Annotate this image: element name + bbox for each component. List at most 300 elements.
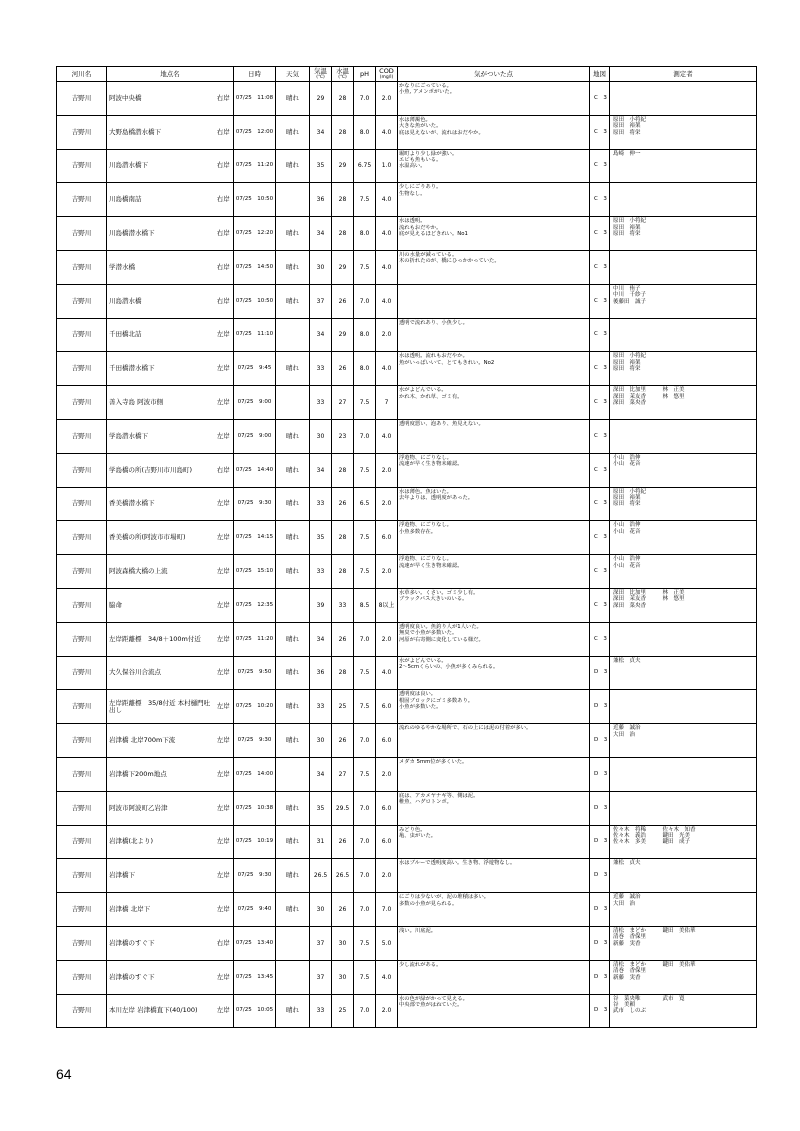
measurers-cell (610, 284, 757, 318)
map-cell: C 3 (590, 318, 610, 352)
ph-cell: 7.5 (354, 183, 376, 217)
water-temp-cell: 28 (332, 82, 354, 116)
measurer-line: 中川 侑子 (613, 285, 641, 292)
table-row (57, 487, 757, 521)
ph-cell: 7.5 (354, 960, 376, 994)
measurer-line: 佐々木 義浩 鍵田 光美 (613, 832, 691, 839)
cod-cell: 1.0 (376, 149, 398, 183)
cod-cell: 4.0 (376, 419, 398, 453)
weather-cell: 晴れ (276, 622, 310, 656)
location-cell: 川島潜水橋下 (107, 149, 214, 183)
header-measurers: 測定者 (610, 67, 757, 82)
measurer-line: 深田 比加里 林 正美 (613, 387, 685, 394)
weather-cell (276, 960, 310, 994)
observation-line: 小魚, アメンボがいた。 (399, 89, 456, 96)
weather-cell: 晴れ (276, 656, 310, 690)
location-cell: 左岸距離標 35/8付近 本村樋門吐出し (107, 690, 214, 724)
weather-cell (276, 318, 310, 352)
water-temp-cell: 28 (332, 217, 354, 251)
river-cell: 吉野川 (57, 588, 107, 622)
measurers-cell (610, 893, 757, 927)
air-temp-cell: 34 (310, 757, 332, 791)
measurer-line: 清巻 香保里 (613, 934, 647, 941)
ph-cell: 7.5 (354, 690, 376, 724)
measurer-line: 清松 まどか 鍵田 美佑華 (613, 961, 696, 968)
table-row (57, 622, 757, 656)
river-cell: 吉野川 (57, 352, 107, 386)
bank-side-cell: 左岸 (214, 386, 234, 420)
measurer-line: 中川 千紗子 (613, 292, 647, 299)
observations-cell (398, 622, 590, 656)
header-water-temp (332, 67, 354, 82)
observation-line: 水がよどんでいる。 (399, 387, 447, 394)
table-row (57, 859, 757, 893)
measurer-line: 新藤 実香 (613, 940, 641, 947)
river-cell: 吉野川 (57, 960, 107, 994)
observation-line: かれ木、かれ草、ゴミ有。 (399, 393, 463, 400)
river-cell: 吉野川 (57, 386, 107, 420)
table-row (57, 521, 757, 555)
river-cell: 吉野川 (57, 419, 107, 453)
observation-line: 透明度は良い。 (399, 691, 437, 698)
observation-line: 浅い。川底泥。 (399, 927, 437, 934)
table-row (57, 352, 757, 386)
bank-side-cell: 右岸 (214, 115, 234, 149)
river-cell: 吉野川 (57, 217, 107, 251)
location-cell: 岩津橋下200m地点 (107, 757, 214, 791)
observation-line: 河原が右寄側に変化している様だ。 (399, 636, 484, 643)
observation-line: 底は、アカメヤナギ等、側は泥。 (399, 792, 479, 799)
cod-cell: 2.0 (376, 994, 398, 1028)
measurer-line: 兼松 貞夫 (613, 860, 641, 867)
cod-cell: 4.0 (376, 115, 398, 149)
map-cell: C 3 (590, 588, 610, 622)
cod-cell: 2.0 (376, 82, 398, 116)
observation-line: 堀町より少し緑が強い。 (399, 150, 458, 157)
map-cell: C 3 (590, 284, 610, 318)
measurer-line: 谷 美頼 (613, 1001, 636, 1008)
measurer-line: 原田 将栄 (613, 501, 641, 508)
map-cell: C 3 (590, 555, 610, 589)
location-cell: 大久保谷川合流点 (107, 656, 214, 690)
bank-side-cell: 左岸 (214, 318, 234, 352)
ph-cell: 7.5 (354, 926, 376, 960)
observation-line: 根固ブロックにゴミ多数あり。 (399, 697, 474, 704)
measurers-cell (610, 115, 757, 149)
location-cell: 香美橋潜水橋下 (107, 487, 214, 521)
weather-cell: 晴れ (276, 352, 310, 386)
datetime-cell: 07/25 9:30 (234, 487, 276, 521)
air-temp-cell: 36 (310, 656, 332, 690)
river-cell: 吉野川 (57, 656, 107, 690)
cod-cell: 4.0 (376, 250, 398, 284)
cod-cell: 2.0 (376, 622, 398, 656)
observation-line: 亀、虫がいた。 (399, 832, 437, 839)
table-row (57, 757, 757, 791)
cod-cell: 7 (376, 386, 398, 420)
location-cell: 左岸距離標 34/8＋100m付近 (107, 622, 214, 656)
ph-cell: 7.0 (354, 791, 376, 825)
observation-line: 浮遊物、にごりなし。 (399, 522, 452, 529)
table-row (57, 724, 757, 758)
table-row (57, 115, 757, 149)
ph-cell: 7.0 (354, 419, 376, 453)
river-cell: 吉野川 (57, 724, 107, 758)
bank-side-cell: 左岸 (214, 960, 234, 994)
measurer-line: 谷 菜央唯 武市 寛 (613, 995, 685, 1002)
measurers-cell (610, 419, 757, 453)
ph-cell: 7.5 (354, 757, 376, 791)
observation-line: 去年よりは、透明度があった。 (399, 494, 474, 501)
weather-cell: 晴れ (276, 791, 310, 825)
measurers-cell (610, 352, 757, 386)
ph-cell: 8.0 (354, 217, 376, 251)
datetime-cell: 07/25 14:40 (234, 453, 276, 487)
header-location: 地点名 (107, 67, 234, 82)
observation-line: 水がよどんでいる。 (399, 657, 447, 664)
observations-cell (398, 893, 590, 927)
measurers-cell (610, 622, 757, 656)
weather-cell (276, 757, 310, 791)
cod-cell: 2.0 (376, 318, 398, 352)
bank-side-cell: 右岸 (214, 250, 234, 284)
weather-cell: 晴れ (276, 994, 310, 1028)
header-observations: 気がついた点 (398, 67, 590, 82)
measurer-line: 武市 しのぶ (613, 1008, 647, 1015)
cod-cell: 8以上 (376, 588, 398, 622)
table-row (57, 217, 757, 251)
map-cell: D 3 (590, 724, 610, 758)
map-cell: D 3 (590, 757, 610, 791)
ph-cell: 7.0 (354, 994, 376, 1028)
cod-cell: 6.0 (376, 825, 398, 859)
weather-cell (276, 588, 310, 622)
datetime-cell: 07/25 11:10 (234, 318, 276, 352)
weather-cell: 晴れ (276, 217, 310, 251)
datetime-cell: 07/25 9:30 (234, 859, 276, 893)
measurer-line: 深田 菜央香 (613, 602, 647, 609)
table-row (57, 656, 757, 690)
datetime-cell: 07/25 13:40 (234, 926, 276, 960)
water-temp-cell: 28 (332, 453, 354, 487)
observation-line: みどり色。 (399, 826, 426, 833)
observations-cell (398, 859, 590, 893)
measurer-line: 原田 小将紀 (613, 353, 647, 360)
air-temp-cell: 33 (310, 690, 332, 724)
air-temp-cell: 34 (310, 115, 332, 149)
observations-cell (398, 149, 590, 183)
map-cell: C 3 (590, 453, 610, 487)
location-cell: 岩津橋のすぐ下 (107, 926, 214, 960)
table-row (57, 183, 757, 217)
observation-line: 透明度悪い、泡あり、魚見えない。 (399, 420, 484, 427)
measurer-line: 大田 治 (613, 900, 636, 907)
bank-side-cell: 左岸 (214, 521, 234, 555)
air-temp-cell: 33 (310, 555, 332, 589)
observation-line: 流れもおだやか。 (399, 224, 442, 231)
water-temp-cell: 27 (332, 386, 354, 420)
observations-cell (398, 318, 590, 352)
location-cell: 脇命 (107, 588, 214, 622)
map-cell: C 3 (590, 352, 610, 386)
table-row (57, 994, 757, 1028)
water-temp-cell: 25 (332, 690, 354, 724)
datetime-cell: 07/25 14:50 (234, 250, 276, 284)
location-cell: 阿波市阿波町乙岩津 (107, 791, 214, 825)
river-cell: 吉野川 (57, 555, 107, 589)
river-cell: 吉野川 (57, 521, 107, 555)
bank-side-cell: 左岸 (214, 419, 234, 453)
observation-line: 水の色が緑がかって見える。 (399, 995, 468, 1002)
river-cell: 吉野川 (57, 926, 107, 960)
observation-line: 川の水量が減っている。 (399, 251, 458, 258)
map-cell: C 3 (590, 82, 610, 116)
map-cell: C 3 (590, 419, 610, 453)
datetime-cell: 07/25 10:50 (234, 284, 276, 318)
measurer-line: 小山 浩伸 (613, 522, 641, 529)
measurer-line: 清松 まどか 鍵田 美佑華 (613, 927, 696, 934)
location-cell: 善入寺島 阿波市側 (107, 386, 214, 420)
datetime-cell: 07/25 9:45 (234, 352, 276, 386)
table-row (57, 588, 757, 622)
ph-cell: 6.75 (354, 149, 376, 183)
measurers-cell (610, 521, 757, 555)
measurers-cell (610, 960, 757, 994)
ph-cell: 7.0 (354, 622, 376, 656)
water-temp-cell: 28 (332, 656, 354, 690)
bank-side-cell: 左岸 (214, 893, 234, 927)
observation-line: 流れのゆるやかな場所で、石の上には泥の付着が多い。 (399, 725, 532, 732)
observations-cell (398, 217, 590, 251)
weather-cell: 晴れ (276, 859, 310, 893)
table-row (57, 453, 757, 487)
air-temp-cell: 26.5 (310, 859, 332, 893)
bank-side-cell: 左岸 (214, 791, 234, 825)
ph-cell: 7.0 (354, 825, 376, 859)
table-row (57, 960, 757, 994)
air-temp-cell: 31 (310, 825, 332, 859)
air-temp-cell: 34 (310, 622, 332, 656)
datetime-cell: 07/25 11:20 (234, 149, 276, 183)
water-temp-cell: 30 (332, 926, 354, 960)
measurer-line: 深田 茉友香 林 悠里 (613, 596, 685, 603)
datetime-cell: 07/25 9:00 (234, 386, 276, 420)
water-temp-cell: 26.5 (332, 859, 354, 893)
measurer-line: 近藤 誠治 (613, 894, 641, 901)
river-cell: 吉野川 (57, 115, 107, 149)
air-temp-cell: 37 (310, 926, 332, 960)
table-row (57, 791, 757, 825)
measurer-line: 小山 浩伸 (613, 556, 641, 563)
table-row (57, 555, 757, 589)
observation-line: 底が見えるほどきれい。No1 (399, 231, 468, 237)
river-cell: 吉野川 (57, 690, 107, 724)
measurer-line: 深田 菜央香 (613, 399, 647, 406)
datetime-cell: 07/25 12:00 (234, 115, 276, 149)
ph-cell: 8.0 (354, 318, 376, 352)
observations-cell (398, 690, 590, 724)
observation-line: 稚魚、ハグロトンボ。 (399, 799, 452, 806)
air-temp-cell: 30 (310, 419, 332, 453)
observation-line: 少しにごりあり。 (399, 184, 442, 191)
water-temp-cell: 29 (332, 149, 354, 183)
water-temp-cell: 26 (332, 893, 354, 927)
ph-cell: 7.0 (354, 284, 376, 318)
ph-cell: 7.0 (354, 82, 376, 116)
observation-line: 底は見えないが、流れはおだやか。 (399, 129, 484, 136)
datetime-cell: 07/25 13:45 (234, 960, 276, 994)
header-cod-label: COD (379, 67, 394, 75)
measurer-line: 原田 将栄 (613, 231, 641, 237)
data-sheet (56, 66, 756, 1028)
location-cell: 大野島橋潜水橋下 (107, 115, 214, 149)
datetime-cell: 07/25 14:00 (234, 757, 276, 791)
bank-side-cell: 右岸 (214, 82, 234, 116)
map-cell: D 3 (590, 791, 610, 825)
ph-cell: 7.5 (354, 453, 376, 487)
header-weather: 天気 (276, 67, 310, 82)
air-temp-cell: 30 (310, 724, 332, 758)
observations-cell (398, 352, 590, 386)
map-cell: C 3 (590, 149, 610, 183)
map-cell: D 3 (590, 960, 610, 994)
observation-line: 水は透明。流れもおだやか。 (399, 353, 468, 360)
ph-cell: 7.5 (354, 555, 376, 589)
weather-cell (276, 183, 310, 217)
measurer-line: 小山 浩伸 (613, 454, 641, 461)
bank-side-cell: 左岸 (214, 487, 234, 521)
observations-cell (398, 724, 590, 758)
weather-cell: 晴れ (276, 115, 310, 149)
cod-cell: 2.0 (376, 487, 398, 521)
measurer-line: 原田 将栄 (613, 366, 641, 373)
table-row (57, 318, 757, 352)
river-cell: 吉野川 (57, 487, 107, 521)
map-cell: C 3 (590, 115, 610, 149)
bank-side-cell: 右岸 (214, 183, 234, 217)
air-temp-cell: 29 (310, 82, 332, 116)
measurers-cell (610, 757, 757, 791)
air-temp-cell: 33 (310, 386, 332, 420)
weather-cell: 晴れ (276, 521, 310, 555)
observation-line: 小魚が多数いた。 (399, 704, 442, 711)
observation-line: 生物なし。 (399, 190, 426, 197)
location-cell: 千田橋北詰 (107, 318, 214, 352)
observation-line: エビも魚もいる。 (399, 157, 442, 163)
measurers-cell (610, 250, 757, 284)
location-cell: 学島潜水橋下 (107, 419, 214, 453)
measurer-line: 原田 裕架 (613, 494, 641, 501)
cod-cell: 5.0 (376, 926, 398, 960)
map-cell: D 3 (590, 656, 610, 690)
bank-side-cell: 左岸 (214, 757, 234, 791)
map-cell: D 3 (590, 859, 610, 893)
air-temp-cell: 39 (310, 588, 332, 622)
observation-line: 浮遊物、にごりなし。 (399, 556, 452, 563)
weather-cell: 晴れ (276, 250, 310, 284)
ph-cell: 7.0 (354, 859, 376, 893)
measurer-line: 原田 小将紀 (613, 218, 647, 225)
bank-side-cell: 右岸 (214, 926, 234, 960)
weather-cell: 晴れ (276, 724, 310, 758)
header-water-temp-label: 水温 (336, 67, 349, 75)
observation-line: 水はブルーで透明度高い。生き物、浮遊物なし。 (399, 860, 516, 867)
datetime-cell: 07/25 9:00 (234, 419, 276, 453)
air-temp-cell: 30 (310, 893, 332, 927)
water-temp-cell: 29 (332, 250, 354, 284)
air-temp-cell: 34 (310, 318, 332, 352)
location-cell: 千田橋潜水橋下 (107, 352, 214, 386)
measurers-cell (610, 791, 757, 825)
observation-line: 水は薄色。魚はいた。 (399, 488, 452, 495)
water-temp-cell: 30 (332, 960, 354, 994)
measurer-line: 清巻 香保里 (613, 968, 647, 975)
weather-cell: 晴れ (276, 487, 310, 521)
weather-cell: 晴れ (276, 82, 310, 116)
ph-cell: 7.5 (354, 386, 376, 420)
weather-cell: 晴れ (276, 284, 310, 318)
weather-cell: 晴れ (276, 825, 310, 859)
measurers-cell (610, 994, 757, 1028)
observations-cell (398, 825, 590, 859)
river-cell: 吉野川 (57, 622, 107, 656)
header-cod (376, 67, 398, 82)
map-cell: C 3 (590, 487, 610, 521)
location-cell: 岩津橋 北岸700m下流 (107, 724, 214, 758)
table-row (57, 825, 757, 859)
bank-side-cell: 右岸 (214, 284, 234, 318)
measurer-line: 原田 小将紀 (613, 488, 647, 495)
water-temp-cell: 26 (332, 825, 354, 859)
measurer-line: 近藤 誠治 (613, 725, 641, 732)
water-temp-cell: 28 (332, 555, 354, 589)
air-temp-cell: 34 (310, 217, 332, 251)
observations-cell (398, 284, 590, 318)
location-cell: 学潜水橋 (107, 250, 214, 284)
ph-cell: 7.0 (354, 893, 376, 927)
observations-cell (398, 386, 590, 420)
datetime-cell: 07/25 12:35 (234, 588, 276, 622)
map-cell: C 3 (590, 250, 610, 284)
header-air-temp-label: 気温 (314, 67, 327, 75)
water-temp-cell: 25 (332, 994, 354, 1028)
observations-cell (398, 555, 590, 589)
river-cell: 吉野川 (57, 82, 107, 116)
header-ph: pH (354, 67, 376, 82)
map-cell: C 3 (590, 521, 610, 555)
measurer-line: 新藤 実香 (613, 974, 641, 981)
air-temp-cell: 33 (310, 994, 332, 1028)
bank-side-cell: 右岸 (214, 149, 234, 183)
observation-line: 浮遊物、にごりなし。 (399, 454, 452, 461)
observations-cell (398, 521, 590, 555)
bank-side-cell: 右岸 (214, 453, 234, 487)
observations-cell (398, 82, 590, 116)
location-cell: 本川左岸 岩津橋直下(40/100) (107, 994, 214, 1028)
ph-cell: 7.5 (354, 250, 376, 284)
location-cell: 香美橋の所(阿波市市場町) (107, 521, 214, 555)
observation-line: 水は薄濁色。 (399, 116, 431, 123)
observation-line: 大きな魚がいた。 (399, 123, 442, 130)
header-water-temp-unit: (℃) (338, 75, 347, 80)
measurer-line: 原田 裕架 (613, 359, 641, 366)
ph-cell: 8.0 (354, 352, 376, 386)
observation-line: 少し流れがある。 (399, 961, 442, 968)
measurers-cell (610, 183, 757, 217)
location-cell: 川島橋潜水橋下 (107, 217, 214, 251)
table-row (57, 149, 757, 183)
weather-cell: 晴れ (276, 453, 310, 487)
